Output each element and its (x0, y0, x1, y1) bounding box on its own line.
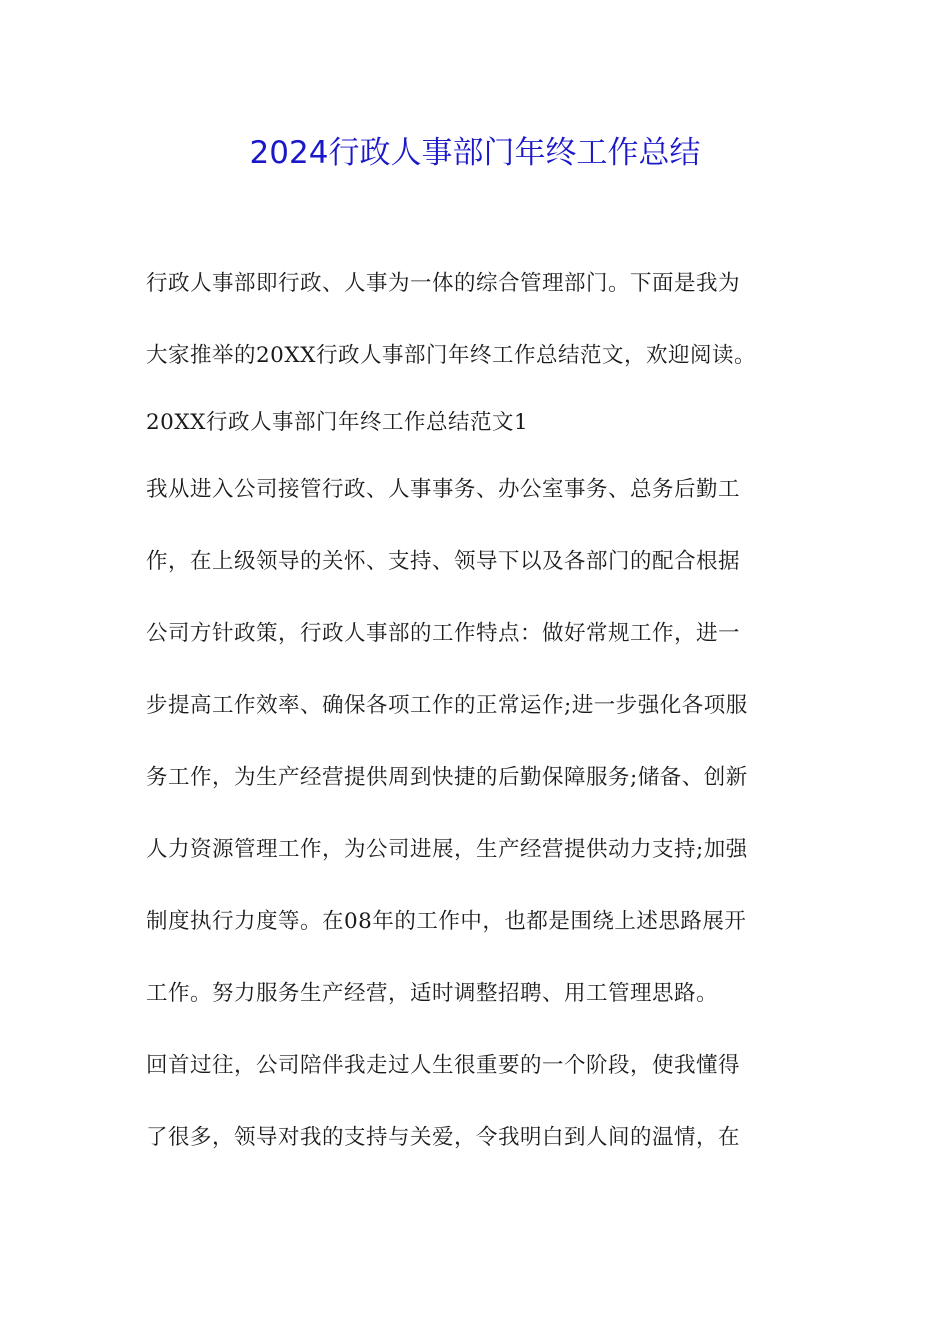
body-line-11: 工作。努力服务生产经营，适时调整招聘、用工管理思路。 (146, 981, 719, 1006)
body-line-6: 公司方针政策，行政人事部的工作特点：做好常规工作，进一 (146, 621, 741, 646)
body-line-4: 我从进入公司接管行政、人事事务、办公室事务、总务后勤工 (146, 477, 741, 502)
section-heading: 20XX行政人事部门年终工作总结范文1 (146, 410, 529, 435)
body-line-12: 回首过往，公司陪伴我走过人生很重要的一个阶段，使我懂得 (146, 1053, 741, 1078)
body-line-5: 作，在上级领导的关怀、支持、领导下以及各部门的配合根据 (146, 549, 741, 574)
body-line-2: 大家推举的20XX行政人事部门年终工作总结范文，欢迎阅读。 (146, 343, 756, 368)
body-line-1: 行政人事部即行政、人事为一体的综合管理部门。下面是我为 (146, 271, 741, 296)
body-line-10: 制度执行力度等。在08年的工作中，也都是围绕上述思路展开 (146, 909, 747, 934)
body-line-8: 务工作，为生产经营提供周到快捷的后勤保障服务;储备、创新 (146, 765, 748, 790)
document-title: 2024行政人事部门年终工作总结 (249, 135, 701, 171)
body-line-7: 步提高工作效率、确保各项工作的正常运作;进一步强化各项服 (146, 693, 748, 718)
body-line-13: 了很多，领导对我的支持与关爱，令我明白到人间的温情，在 (146, 1125, 741, 1150)
document-body (146, 264, 810, 1190)
body-line-9: 人力资源管理工作，为公司进展，生产经营提供动力支持;加强 (146, 837, 748, 862)
